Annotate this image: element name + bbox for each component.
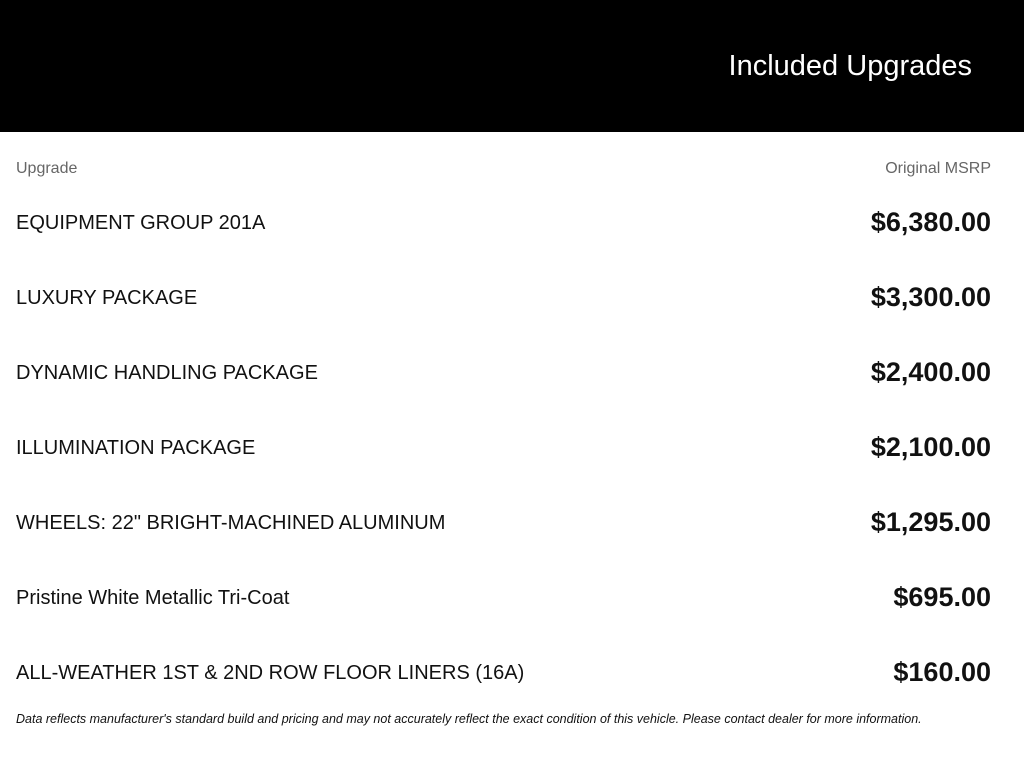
upgrade-row [16,272,991,347]
upgrade-row [16,197,991,272]
upgrade-row [16,647,991,722]
upgrade-price: $1,295.00 [870,507,991,537]
upgrade-name: EQUIPMENT GROUP 201A [16,212,266,234]
column-headers [16,160,991,180]
upgrade-name: LUXURY PACKAGE [16,287,198,309]
upgrade-price: $6,380.00 [870,207,991,237]
upgrade-price: $3,300.00 [870,282,991,312]
upgrade-price: $695.00 [893,582,991,612]
upgrade-name: ALL-WEATHER 1ST & 2ND ROW FLOOR LINERS (16A) [16,662,525,684]
upgrade-column-header: Upgrade [16,160,78,177]
upgrade-price: $160.00 [893,657,991,687]
upgrade-name: DYNAMIC HANDLING PACKAGE [16,362,318,384]
upgrade-row [16,347,991,422]
page-title: Included Upgrades [728,50,972,82]
msrp-column-header: Original MSRP [885,160,991,177]
upgrades-list [16,197,991,722]
upgrade-row [16,497,991,572]
upgrade-row [16,422,991,497]
upgrade-price: $2,100.00 [870,432,991,462]
upgrade-name: WHEELS: 22" BRIGHT-MACHINED ALUMINUM [16,512,446,534]
upgrade-name: Pristine White Metallic Tri-Coat [16,587,290,609]
header-banner [0,0,1024,132]
upgrade-row [16,572,991,647]
disclaimer-text: Data reflects manufacturer's standard build and pricing and may not accurately reflect the exact condition of this vehicle. Please contact dealer for more information. [16,712,922,726]
upgrade-name: ILLUMINATION PACKAGE [16,437,256,459]
upgrade-price: $2,400.00 [870,357,991,387]
